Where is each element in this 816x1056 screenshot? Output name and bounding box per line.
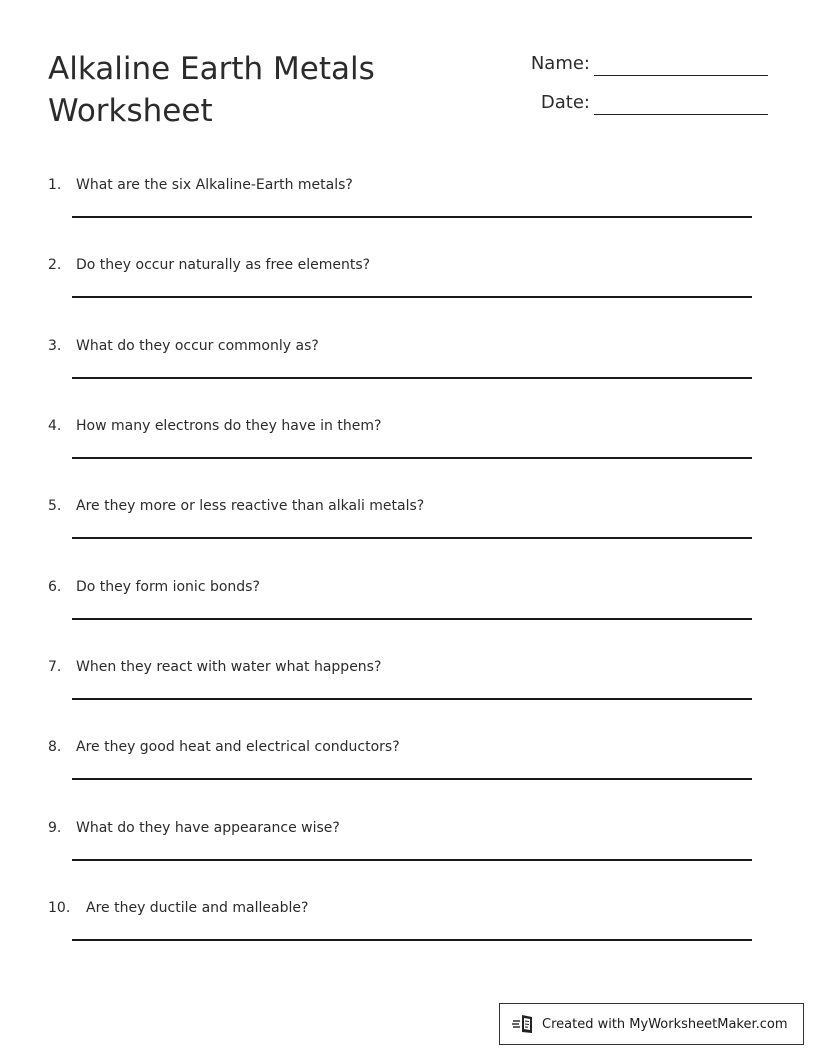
question-text: What do they occur commonly as?: [76, 338, 319, 354]
answer-line: [72, 939, 752, 941]
question-item: [48, 819, 752, 879]
worksheet-title-line-1: Alkaline Earth Metals: [48, 51, 375, 87]
question-text: How many electrons do they have in them?: [76, 418, 382, 434]
date-label: Date:: [540, 92, 590, 113]
question-item: [48, 417, 752, 477]
worksheet-title-line-2: Worksheet: [48, 93, 213, 129]
answer-line: [72, 698, 752, 700]
worksheet-maker-logo-icon: [512, 1013, 536, 1035]
answer-line: [72, 537, 752, 539]
answer-line: [72, 457, 752, 459]
question-number: 1.: [48, 177, 62, 193]
question-number: 6.: [48, 579, 62, 595]
question-number: 7.: [48, 659, 62, 675]
question-item: [48, 658, 752, 718]
question-item: [48, 256, 752, 316]
question-text: Are they ductile and malleable?: [86, 900, 309, 916]
answer-line: [72, 618, 752, 620]
question-number: 10.: [48, 900, 71, 916]
question-item: [48, 899, 752, 959]
question-number: 5.: [48, 498, 62, 514]
question-text: Are they good heat and electrical conductors?: [76, 739, 400, 755]
question-text: What do they have appearance wise?: [76, 820, 340, 836]
answer-line: [72, 296, 752, 298]
answer-line: [72, 216, 752, 218]
question-item: [48, 337, 752, 397]
question-text: When they react with water what happens?: [76, 659, 382, 675]
question-number: 4.: [48, 418, 62, 434]
question-text: Do they occur naturally as free elements?: [76, 257, 371, 273]
question-number: 8.: [48, 739, 62, 755]
created-with-text: Created with MyWorksheetMaker.com: [542, 1016, 788, 1032]
question-item: [48, 497, 752, 557]
question-item: [48, 738, 752, 798]
question-text: Do they form ionic bonds?: [76, 579, 260, 595]
question-number: 9.: [48, 820, 62, 836]
question-item: [48, 176, 752, 236]
answer-line: [72, 859, 752, 861]
question-item: [48, 578, 752, 638]
name-label: Name:: [530, 53, 590, 74]
question-text: What are the six Alkaline-Earth metals?: [76, 177, 353, 193]
question-text: Are they more or less reactive than alkali metals?: [76, 498, 425, 514]
question-number: 2.: [48, 257, 62, 273]
created-with-badge[interactable]: [499, 1003, 804, 1045]
answer-line: [72, 377, 752, 379]
answer-line: [72, 778, 752, 780]
question-number: 3.: [48, 338, 62, 354]
